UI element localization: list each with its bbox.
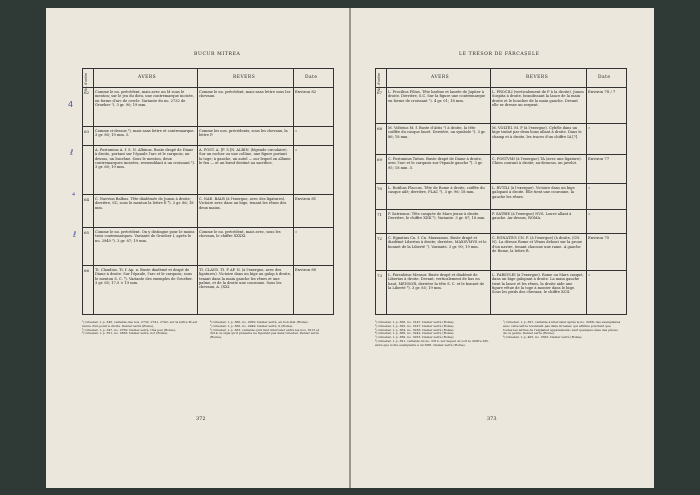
- date-text: Environ 78 / 7: [588, 89, 616, 94]
- footnote: ⁴) Grueber, I, p. 366, no. 2950. Denier serré, en bon état (Rome).: [210, 320, 309, 324]
- date-text: »: [588, 211, 591, 216]
- revers-text: Comme le no. précédent, mais sans lettre sous les chevaux.: [199, 90, 291, 99]
- margin-annotation: 4: [68, 100, 74, 109]
- avers-text: P. Satrienus. Tête casquée de Mars jeune à droite. Derrière, le chiffre XIIII ⁶). Variante. 3 gr. 87; 18 mm.: [388, 212, 486, 221]
- row-rule: [83, 265, 333, 266]
- header-number: No. d'ordre: [84, 73, 88, 92]
- header-rule: [376, 87, 626, 88]
- avers-text: Comme le no. précédent, mais avec un M sous le menton; sur le jeu du dieu, une contremarque incisée, en forme d'arc de cercle. Variante du no. 2732 de Grueber ¹). 3 gr. 90; 19 mm.: [95, 90, 194, 107]
- footnote: ¹) Grueber, I, p. 366, no. 3147. Denier serré (Rome).: [375, 320, 455, 324]
- row-rule: [376, 270, 626, 271]
- revers-text: Comme les nos. précédents; sous les chevaux, la lettre P.: [199, 129, 288, 138]
- avers-text: L. Procilius Filius. Tête barbue et laurée de Jupiter à droite. Derrière, S.C. Sur la figure une contremarque en forme de croissant ¹). 4 gr. 01; 18 mm.: [388, 90, 486, 103]
- footnote-column-right: [210, 321, 328, 340]
- revers-text: A. POST. A. [F. S.]N. ALBIN. (légende circulaire). Sur un rocher ou une colline, une figure portant la toge; à gauche, un autel — sur lequel on allume le feu — et un bœuf destiné au sacrifice.: [199, 148, 291, 165]
- row-number: 64: [84, 197, 90, 202]
- row-number: 69: [377, 157, 383, 162]
- footnote-column-left: [375, 321, 493, 348]
- header-number: No. d'ordre: [377, 73, 381, 92]
- footnote: ⁸) Grueber, I, p. 405, no. 3362. Denier serré (Rome).: [503, 335, 583, 340]
- footnote: ⁶) Grueber, I, p. 363, variante qu'il faut intercaler entre les nos. 3213 et 3214, le sigle qu'il présente ne figurant pas dans Grueber. Denier serré (Rome).: [210, 327, 320, 340]
- header-date: Date: [598, 75, 611, 80]
- avers-text: L. Farsuleius Mensor. Buste drapé et diadémé de Libertas à droite. Devant, verticalement de bas en haut, MENSOR, derrière la tête S. C. et le bonnet de la Liberté ⁸). 3 gr. 85; 19 mm.: [388, 273, 485, 290]
- revers-text: L. PROCILI (verticalement de F à la droite). Junon Sospita à droite, brandissant la lance de la main droite et le bouclier de la main gauche. Devant elle se dresse un serpent.: [492, 90, 584, 107]
- page-number: 372: [196, 416, 206, 422]
- avers-text: C. Naevius Balbus. Tête diadémée de Junon à droite; derrière, SC, sous le menton la lettre E ⁴). 3 gr. 86; 18 mm.: [95, 197, 194, 210]
- row-rule: [83, 126, 333, 127]
- footnote: ²) Grueber, I, p. 395, no. 3167. Denier serré (Rome).: [375, 323, 455, 328]
- footnote-column-right: [503, 321, 621, 340]
- date-text: Environ 77: [588, 156, 610, 161]
- date-text: »: [588, 185, 591, 190]
- avers-text: C. Egnatius Cn. f. Cn. Maxsumus. Buste drapé et diadémé Libertas à droite; derrière, MAXSVMVS et le bonnet de la Liberté ⁷). Variante. 3 gr. 90; 19 mm.: [388, 236, 487, 249]
- row-rule: [376, 154, 626, 155]
- revers-text: M. VOLTEI. M. F (à l'exergue). Cybèle dans un bige traîné par deux lions allant à droite. Dans le champ et à droite, les traces d'un chiffre IA [?].: [492, 126, 582, 139]
- revers-text: C. NAE. BALB (à l'exergue, avec des ligatures). Victoire avec dans un bige, tenant les rênes des deux mains.: [199, 197, 287, 210]
- footnote: ³) Grueber, I, p. 384, no. 3236. Denier serré (Rome).: [375, 327, 455, 332]
- header-revers: REVERS: [233, 75, 256, 80]
- avers-text: Ti. Claudius. Ti. f. Ap. n. Buste diadémé et drapé de Diane à droite. Sur l'épaule, l'arc et le carquois; sous le menton S. C. ⁶). Variante des exemples de Grueber. 3 gr. 85; 17,5 × 19 mm.: [95, 268, 193, 285]
- column-date: [293, 69, 333, 314]
- row-number: 73: [377, 273, 383, 278]
- date-text: Environ 81: [295, 196, 317, 201]
- row-number: 63: [84, 129, 90, 134]
- row-number: 70: [377, 186, 383, 191]
- row-number: 71: [377, 212, 383, 217]
- header-avers: AVERS: [431, 75, 450, 80]
- revers-text: C. POSTVMI (à l'exergue) TA (avec une ligature). Chien courant à droite; au-dessous, un javelot.: [492, 157, 582, 166]
- row-rule: [376, 233, 626, 234]
- row-rule: [83, 145, 333, 146]
- footnote: ²) Grueber, I, p. 347, no. 2769. Denier serré, très peu (Rome).: [82, 327, 176, 332]
- footnote: ⁵) Grueber, I, p. 389, no. 3253. Denier serré (Rome).: [375, 335, 455, 340]
- footnote: ⁴) Grueber, I, p. 386, no. 3242. Denier serré (Rome).: [375, 331, 455, 336]
- running-head: BUCUR MITREA: [194, 52, 241, 57]
- row-number: 67: [377, 90, 383, 95]
- row-rule: [376, 123, 626, 124]
- row-rule: [376, 209, 626, 210]
- footnote: ⁷) Grueber, I, p. 397, variante à intercaler après le no. 3286; des exemplaires avec cette lettre n'existent pas dans Grueber, qui affirme pourtant que toutes les lettres de l'alphabet apparaissent, sauf quelques-unes des pièces de ce genre. Denier serré (Rome).: [503, 320, 621, 336]
- avers-text: A. Postumius A. f. S. N. Albinus. Buste drapé de Diane à droite, portant sur l'épaule l'arc et le carquois; au-dessus, un bucrâne. Sous le menton, deux contremarques incisées, ressemblant à un croissant ³). 3 gr. 60; 19 mm.: [95, 148, 196, 170]
- date-text: »: [295, 229, 298, 234]
- right-page: [351, 8, 654, 488]
- footnote-column-left: [82, 321, 200, 336]
- row-number: 66: [84, 268, 90, 273]
- row-rule: [376, 183, 626, 184]
- avers-text: Comme le no. précédent. On y distingue pour le moins trois contremarques. Variante de Grueber I, après le no. 2949 ⁵). 3 gr. 87; 19 mm.: [95, 230, 195, 243]
- revers-text: P. SATRIE (à l'exergue) NVS. Louve allant à gauche. Au-dessus, ROMA.: [492, 212, 572, 221]
- revers-text: TI. CLAVD. TI. F AP. N. (à l'exergue, avec des ligatures). Victoire dans un bige au galop à droite, tenant dans la main gauche les rênes et une palme, et de la droite une couronne. Sous les chevaux, A. (XXI.: [199, 268, 291, 290]
- margin-annotation: ⁴: [72, 191, 76, 200]
- date-text: Environ 75: [588, 235, 610, 240]
- revers-text: L. FARSVLEI (à l'exergue). Rome ou Mars casqué, dans un bige galopant à droite. La main gauche tient la lance et les rênes, la droite aide une figure vêtue de la toge à monter dans le bige. Sous les pieds des chevaux, le chiffre XCII.: [492, 273, 584, 295]
- coin-table: [375, 68, 627, 315]
- date-text: »: [295, 128, 298, 133]
- row-number: 68: [377, 126, 383, 131]
- revers-text: L. RVTILI (à l'exergue). Victoire dans un bige galopant à droite. Elle tient une couronne, la gauche les rênes.: [492, 186, 575, 199]
- page-number: 373: [487, 416, 497, 422]
- revers-text: Comme le no. précédent, mais avec, sous les chevaux, le chiffre XXXXI.: [199, 230, 281, 239]
- revers-text: C. EGNATIVS CN. F. (à l'exergue) (à droite, (CN. N). La déesse Rome et Vénus debout sur la proue d'un navire, tenant chacune une rame. A gauche de Rome, la lettre R.: [492, 236, 583, 253]
- header-date: Date: [305, 75, 318, 80]
- row-number: 65: [84, 230, 90, 235]
- margin-annotation: ℓ: [73, 230, 77, 239]
- date-text: »: [588, 125, 591, 130]
- avers-text: M. Volteius M. f. Buste d'Attis ²) à droite, la tête coiffée du casque lauré. Derrière, un symbole ³). 3 gr. 86; 18 mm.: [388, 126, 486, 139]
- header-rule: [83, 87, 333, 88]
- header-revers: REVERS: [526, 75, 549, 80]
- date-text: Environ 82: [295, 89, 317, 94]
- margin-annotation: ℓ: [70, 148, 74, 157]
- running-head: LE TRÉSOR DE FĂRCAȘELE: [459, 52, 540, 57]
- row-number: 72: [377, 236, 383, 241]
- date-text: »: [295, 147, 298, 152]
- header-avers: AVERS: [138, 75, 157, 80]
- footnote: ³) Grueber, I, p. 351, no. 2836. Denier serré, not (Rome).: [82, 331, 169, 336]
- footnote: ⁶) Grueber, I, p. 391, variante du no. 3312, sur lequel on voit le chiffre XIV, alors que notre exemplaire a un XIIII. Denier serré (Rome).: [375, 338, 489, 347]
- date-text: Environ 80: [295, 267, 317, 272]
- row-rule: [83, 194, 333, 195]
- coin-table: [82, 68, 334, 315]
- row-rule: [83, 227, 333, 228]
- avers-text: L. Rutilius Flaccus. Tête de Rome à droite, coiffée du casque ailé; derrière, FLAC ⁵). 3 gr. 96; 18 mm.: [388, 186, 485, 195]
- footnote: ¹) Grueber, I, p. 345, variante des nos. 2732, 2741, 2742, sur la lettre M est suivie d'un point à droite. Denier serré (Rome).: [82, 320, 198, 328]
- avers-text: Comme ci-dessus ²), mais sans lettre et contremarque. 3 gr. 80; 19 mm. 5.: [95, 129, 195, 138]
- left-page: [46, 8, 349, 488]
- date-text: »: [588, 272, 591, 277]
- footnote: ⁵) Grueber, I, p. 366, no. 2949. Denier serré, il (Rome).: [210, 323, 294, 328]
- avers-text: C. Postumius Tatius. Buste drapé de Diane à droite, avec l'arc et le carquois sur l'épaule gauche ⁴). 3 gr. 95; 18 mm. 5.: [388, 157, 483, 170]
- row-number: 62: [84, 90, 90, 95]
